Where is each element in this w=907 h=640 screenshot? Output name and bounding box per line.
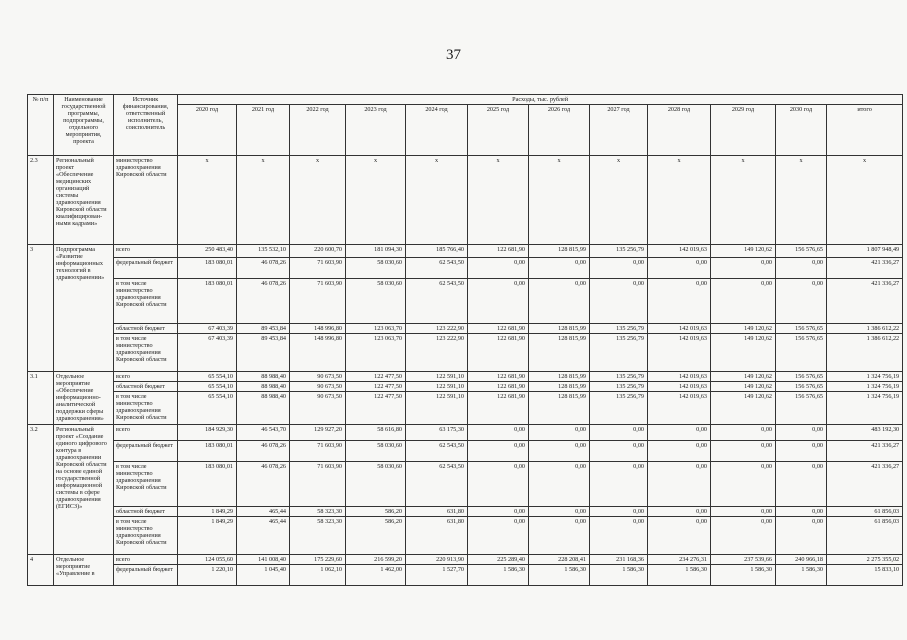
amount-cell: 183 080,01 — [178, 441, 237, 462]
header-source: Источник финансирования, ответственный исполнитель, соисполнитель — [114, 95, 178, 156]
amount-cell: 148 996,80 — [290, 334, 346, 372]
amount-cell: 0,00 — [468, 425, 529, 441]
amount-cell: 58 030,60 — [346, 441, 406, 462]
amount-cell: 220 913,90 — [406, 555, 468, 565]
funding-source-label: областной бюджет — [114, 507, 178, 517]
table-row — [28, 334, 903, 372]
amount-cell: 61 856,03 — [827, 507, 903, 517]
amount-cell: 123 063,70 — [346, 324, 406, 334]
row-name: Региональный проект «Создание единого цифрового контура в здравоохранении Кировской области на основе единой государственной информационной системы в сфере здравоохранения (ЕГИСЗ)» — [54, 425, 114, 555]
amount-cell: 71 603,90 — [290, 279, 346, 324]
amount-cell: 156 576,65 — [776, 382, 827, 392]
amount-cell: 63 175,30 — [406, 425, 468, 441]
amount-cell: 1 807 948,49 — [827, 245, 903, 258]
amount-cell: 1 586,30 — [590, 565, 648, 586]
amount-cell: 124 055,60 — [178, 555, 237, 565]
funding-source-label: в том числе министерство здравоохранения Кировской области — [114, 279, 178, 324]
row-name: Региональный проект «Обеспечение медицинских организаций системы здравоохранения Кировской области квалифицирован-ными кадрами» — [54, 156, 114, 245]
amount-cell: 0,00 — [590, 425, 648, 441]
table-row — [28, 441, 903, 462]
amount-cell: 135 256,79 — [590, 324, 648, 334]
funding-source-label: федеральный бюджет — [114, 441, 178, 462]
amount-cell: 237 539,66 — [711, 555, 776, 565]
amount-cell: 465,44 — [237, 507, 290, 517]
amount-cell: 183 080,01 — [178, 279, 237, 324]
x-cell: x — [346, 156, 406, 245]
amount-cell: 58 616,80 — [346, 425, 406, 441]
row-no: 3 — [28, 245, 54, 372]
amount-cell: 71 603,90 — [290, 462, 346, 507]
amount-cell: 149 120,62 — [711, 382, 776, 392]
financing-table — [27, 94, 903, 586]
amount-cell: 67 403,39 — [178, 334, 237, 372]
amount-cell: 0,00 — [776, 507, 827, 517]
year-header: 2022 год — [290, 105, 346, 156]
amount-cell: 122 681,90 — [468, 245, 529, 258]
amount-cell: 149 120,62 — [711, 334, 776, 372]
amount-cell: 0,00 — [468, 517, 529, 555]
amount-cell: 122 591,10 — [406, 392, 468, 425]
amount-cell: 142 019,63 — [648, 245, 711, 258]
amount-cell: 0,00 — [776, 425, 827, 441]
amount-cell: 216 599,20 — [346, 555, 406, 565]
amount-cell: 0,00 — [468, 258, 529, 279]
x-cell: x — [776, 156, 827, 245]
funding-source-label: в том числе министерство здравоохранения Кировской области — [114, 334, 178, 372]
amount-cell: 67 403,39 — [178, 324, 237, 334]
row-name: Подпрограмма «Развитие информационных технологий в здравоохранении» — [54, 245, 114, 372]
table-row — [28, 258, 903, 279]
x-cell: x — [237, 156, 290, 245]
amount-cell: 149 120,62 — [711, 324, 776, 334]
amount-cell: 90 673,50 — [290, 382, 346, 392]
amount-cell: 142 019,63 — [648, 334, 711, 372]
year-header: 2028 год — [648, 105, 711, 156]
amount-cell: 122 591,10 — [406, 372, 468, 382]
amount-cell: 2 275 355,02 — [827, 555, 903, 565]
amount-cell: 88 988,40 — [237, 382, 290, 392]
amount-cell: 421 336,27 — [827, 279, 903, 324]
amount-cell: 0,00 — [590, 517, 648, 555]
amount-cell: 156 576,65 — [776, 334, 827, 372]
amount-cell: 1 324 756,19 — [827, 372, 903, 382]
row-name: Отдельное мероприятие «Управление в — [54, 555, 114, 586]
page-number: 37 — [446, 47, 461, 63]
row-no: 3.1 — [28, 372, 54, 425]
amount-cell: 128 815,99 — [529, 334, 590, 372]
amount-cell: 240 966,18 — [776, 555, 827, 565]
amount-cell: 220 600,70 — [290, 245, 346, 258]
amount-cell: 123 222,90 — [406, 334, 468, 372]
x-cell: x — [178, 156, 237, 245]
funding-source-label: областной бюджет — [114, 324, 178, 334]
amount-cell: 128 815,99 — [529, 382, 590, 392]
amount-cell: 88 988,40 — [237, 372, 290, 382]
amount-cell: 586,20 — [346, 517, 406, 555]
amount-cell: 250 483,40 — [178, 245, 237, 258]
amount-cell: 1 586,30 — [529, 565, 590, 586]
amount-cell: 0,00 — [590, 507, 648, 517]
table-row — [28, 507, 903, 517]
amount-cell: 135 256,79 — [590, 382, 648, 392]
amount-cell: 58 030,60 — [346, 258, 406, 279]
amount-cell: 1 586,30 — [468, 565, 529, 586]
amount-cell: 123 063,70 — [346, 334, 406, 372]
amount-cell: 122 681,90 — [468, 392, 529, 425]
amount-cell: 0,00 — [711, 507, 776, 517]
amount-cell: 483 192,30 — [827, 425, 903, 441]
amount-cell: 1 324 756,19 — [827, 382, 903, 392]
amount-cell: 62 543,50 — [406, 258, 468, 279]
table-row — [28, 372, 903, 382]
amount-cell: 231 168,36 — [590, 555, 648, 565]
year-header: 2020 год — [178, 105, 237, 156]
x-cell: x — [827, 156, 903, 245]
amount-cell: 122 477,50 — [346, 392, 406, 425]
amount-cell: 89 453,84 — [237, 334, 290, 372]
year-header: 2023 год — [346, 105, 406, 156]
table-row — [28, 392, 903, 425]
amount-cell: 0,00 — [529, 517, 590, 555]
amount-cell: 465,44 — [237, 517, 290, 555]
amount-cell: 0,00 — [776, 517, 827, 555]
amount-cell: 0,00 — [776, 462, 827, 507]
header-name: Наименование государственной программы, подпрограммы, отдельного мероприятия, проекта — [54, 95, 114, 156]
amount-cell: 0,00 — [711, 425, 776, 441]
year-header: итого — [827, 105, 903, 156]
amount-cell: 185 766,40 — [406, 245, 468, 258]
amount-cell: 142 019,63 — [648, 372, 711, 382]
amount-cell: 184 929,30 — [178, 425, 237, 441]
amount-cell: 89 453,84 — [237, 324, 290, 334]
amount-cell: 0,00 — [648, 507, 711, 517]
year-header: 2021 год — [237, 105, 290, 156]
amount-cell: 421 336,27 — [827, 258, 903, 279]
funding-source-label: всего — [114, 555, 178, 565]
amount-cell: 62 543,50 — [406, 441, 468, 462]
amount-cell: 135 532,10 — [237, 245, 290, 258]
amount-cell: 0,00 — [648, 279, 711, 324]
amount-cell: 421 336,27 — [827, 441, 903, 462]
amount-cell: 122 681,90 — [468, 324, 529, 334]
amount-cell: 58 323,30 — [290, 517, 346, 555]
table-row — [28, 462, 903, 507]
amount-cell: 65 554,10 — [178, 392, 237, 425]
funding-source-label: всего — [114, 425, 178, 441]
amount-cell: 129 927,20 — [290, 425, 346, 441]
amount-cell: 0,00 — [648, 425, 711, 441]
amount-cell: 0,00 — [776, 441, 827, 462]
amount-cell: 183 080,01 — [178, 258, 237, 279]
amount-cell: 1 045,40 — [237, 565, 290, 586]
amount-cell: 1 386 612,22 — [827, 324, 903, 334]
amount-cell: 128 815,99 — [529, 245, 590, 258]
amount-cell: 0,00 — [590, 462, 648, 507]
amount-cell: 0,00 — [590, 441, 648, 462]
amount-cell: 0,00 — [776, 258, 827, 279]
table-row — [28, 245, 903, 258]
amount-cell: 0,00 — [590, 279, 648, 324]
amount-cell: 128 815,99 — [529, 372, 590, 382]
amount-cell: 0,00 — [711, 441, 776, 462]
amount-cell: 15 833,10 — [827, 565, 903, 586]
amount-cell: 135 256,79 — [590, 245, 648, 258]
amount-cell: 228 208,41 — [529, 555, 590, 565]
amount-cell: 142 019,63 — [648, 382, 711, 392]
amount-cell: 0,00 — [468, 279, 529, 324]
amount-cell: 148 996,80 — [290, 324, 346, 334]
amount-cell: 46 078,26 — [237, 279, 290, 324]
amount-cell: 1 586,30 — [648, 565, 711, 586]
year-header: 2027 год — [590, 105, 648, 156]
table-row — [28, 555, 903, 565]
amount-cell: 90 673,50 — [290, 372, 346, 382]
amount-cell: 71 603,90 — [290, 258, 346, 279]
amount-cell: 1 586,30 — [711, 565, 776, 586]
amount-cell: 181 094,30 — [346, 245, 406, 258]
amount-cell: 61 856,03 — [827, 517, 903, 555]
amount-cell: 156 576,65 — [776, 392, 827, 425]
amount-cell: 58 030,60 — [346, 279, 406, 324]
amount-cell: 141 008,40 — [237, 555, 290, 565]
amount-cell: 122 477,50 — [346, 382, 406, 392]
amount-cell: 0,00 — [711, 462, 776, 507]
amount-cell: 149 120,62 — [711, 372, 776, 382]
amount-cell: 0,00 — [711, 258, 776, 279]
row-source: министерство здравоохранения Кировской области — [114, 156, 178, 245]
amount-cell: 128 815,99 — [529, 324, 590, 334]
amount-cell: 58 323,30 — [290, 507, 346, 517]
year-header: 2025 год — [468, 105, 529, 156]
row-no: 3.2 — [28, 425, 54, 555]
amount-cell: 0,00 — [468, 507, 529, 517]
amount-cell: 135 256,79 — [590, 334, 648, 372]
amount-cell: 149 120,62 — [711, 245, 776, 258]
amount-cell: 0,00 — [468, 462, 529, 507]
amount-cell: 46 543,70 — [237, 425, 290, 441]
amount-cell: 183 080,01 — [178, 462, 237, 507]
amount-cell: 46 078,26 — [237, 441, 290, 462]
funding-source-label: федеральный бюджет — [114, 258, 178, 279]
amount-cell: 421 336,27 — [827, 462, 903, 507]
amount-cell: 122 681,90 — [468, 382, 529, 392]
header-expenses: Расходы, тыс. рублей — [178, 95, 903, 105]
x-cell: x — [468, 156, 529, 245]
amount-cell: 156 576,65 — [776, 372, 827, 382]
amount-cell: 135 256,79 — [590, 372, 648, 382]
amount-cell: 62 543,50 — [406, 279, 468, 324]
amount-cell: 0,00 — [711, 279, 776, 324]
amount-cell: 0,00 — [529, 425, 590, 441]
funding-source-label: всего — [114, 245, 178, 258]
amount-cell: 62 543,50 — [406, 462, 468, 507]
x-cell: x — [648, 156, 711, 245]
funding-source-label: в том числе министерство здравоохранения Кировской области — [114, 392, 178, 425]
amount-cell: 1 586,30 — [776, 565, 827, 586]
amount-cell: 156 576,65 — [776, 245, 827, 258]
table-row — [28, 565, 903, 586]
amount-cell: 0,00 — [648, 517, 711, 555]
amount-cell: 135 256,79 — [590, 392, 648, 425]
funding-source-label: в том числе министерство здравоохранения Кировской области — [114, 517, 178, 555]
table-row — [28, 279, 903, 324]
funding-source-label: областной бюджет — [114, 382, 178, 392]
amount-cell: 1 062,10 — [290, 565, 346, 586]
year-header: 2030 год — [776, 105, 827, 156]
amount-cell: 225 289,40 — [468, 555, 529, 565]
funding-source-label: федеральный бюджет — [114, 565, 178, 586]
year-header: 2024 год — [406, 105, 468, 156]
amount-cell: 0,00 — [776, 279, 827, 324]
amount-cell: 175 229,60 — [290, 555, 346, 565]
amount-cell: 88 988,40 — [237, 392, 290, 425]
amount-cell: 1 220,10 — [178, 565, 237, 586]
amount-cell: 0,00 — [529, 462, 590, 507]
amount-cell: 1 386 612,22 — [827, 334, 903, 372]
amount-cell: 156 576,65 — [776, 324, 827, 334]
amount-cell: 1 527,70 — [406, 565, 468, 586]
row-no: 4 — [28, 555, 54, 586]
year-header: 2029 год — [711, 105, 776, 156]
amount-cell: 122 681,90 — [468, 372, 529, 382]
amount-cell: 0,00 — [529, 441, 590, 462]
amount-cell: 1 324 756,19 — [827, 392, 903, 425]
amount-cell: 122 591,10 — [406, 382, 468, 392]
row-name: Отдельное мероприятие «Обеспечение информационно-аналитической поддержки сферы здравоохранения» — [54, 372, 114, 425]
amount-cell: 128 815,99 — [529, 392, 590, 425]
amount-cell: 65 554,10 — [178, 382, 237, 392]
amount-cell: 0,00 — [529, 258, 590, 279]
amount-cell: 90 673,50 — [290, 392, 346, 425]
x-cell: x — [406, 156, 468, 245]
amount-cell: 0,00 — [529, 279, 590, 324]
amount-cell: 0,00 — [711, 517, 776, 555]
amount-cell: 122 477,50 — [346, 372, 406, 382]
amount-cell: 122 681,90 — [468, 334, 529, 372]
amount-cell: 142 019,63 — [648, 324, 711, 334]
amount-cell: 1 849,29 — [178, 517, 237, 555]
amount-cell: 0,00 — [648, 462, 711, 507]
amount-cell: 142 019,63 — [648, 392, 711, 425]
x-cell: x — [711, 156, 776, 245]
amount-cell: 1 849,29 — [178, 507, 237, 517]
amount-cell: 46 078,26 — [237, 462, 290, 507]
amount-cell: 586,20 — [346, 507, 406, 517]
header-no: № п/п — [28, 95, 54, 156]
table-row — [28, 382, 903, 392]
row-no: 2.3 — [28, 156, 54, 245]
amount-cell: 0,00 — [468, 441, 529, 462]
amount-cell: 58 030,60 — [346, 462, 406, 507]
amount-cell: 234 276,31 — [648, 555, 711, 565]
amount-cell: 0,00 — [590, 258, 648, 279]
amount-cell: 149 120,62 — [711, 392, 776, 425]
amount-cell: 123 222,90 — [406, 324, 468, 334]
table-row — [28, 425, 903, 441]
amount-cell: 631,80 — [406, 517, 468, 555]
funding-source-label: в том числе министерство здравоохранения Кировской области — [114, 462, 178, 507]
table-row — [28, 324, 903, 334]
x-cell: x — [529, 156, 590, 245]
x-cell: x — [290, 156, 346, 245]
amount-cell: 65 554,10 — [178, 372, 237, 382]
year-header: 2026 год — [529, 105, 590, 156]
funding-source-label: всего — [114, 372, 178, 382]
amount-cell: 0,00 — [648, 441, 711, 462]
x-cell: x — [590, 156, 648, 245]
amount-cell: 631,80 — [406, 507, 468, 517]
amount-cell: 0,00 — [529, 507, 590, 517]
amount-cell: 1 462,00 — [346, 565, 406, 586]
table-row — [28, 517, 903, 555]
amount-cell: 0,00 — [648, 258, 711, 279]
amount-cell: 46 078,26 — [237, 258, 290, 279]
amount-cell: 71 603,90 — [290, 441, 346, 462]
